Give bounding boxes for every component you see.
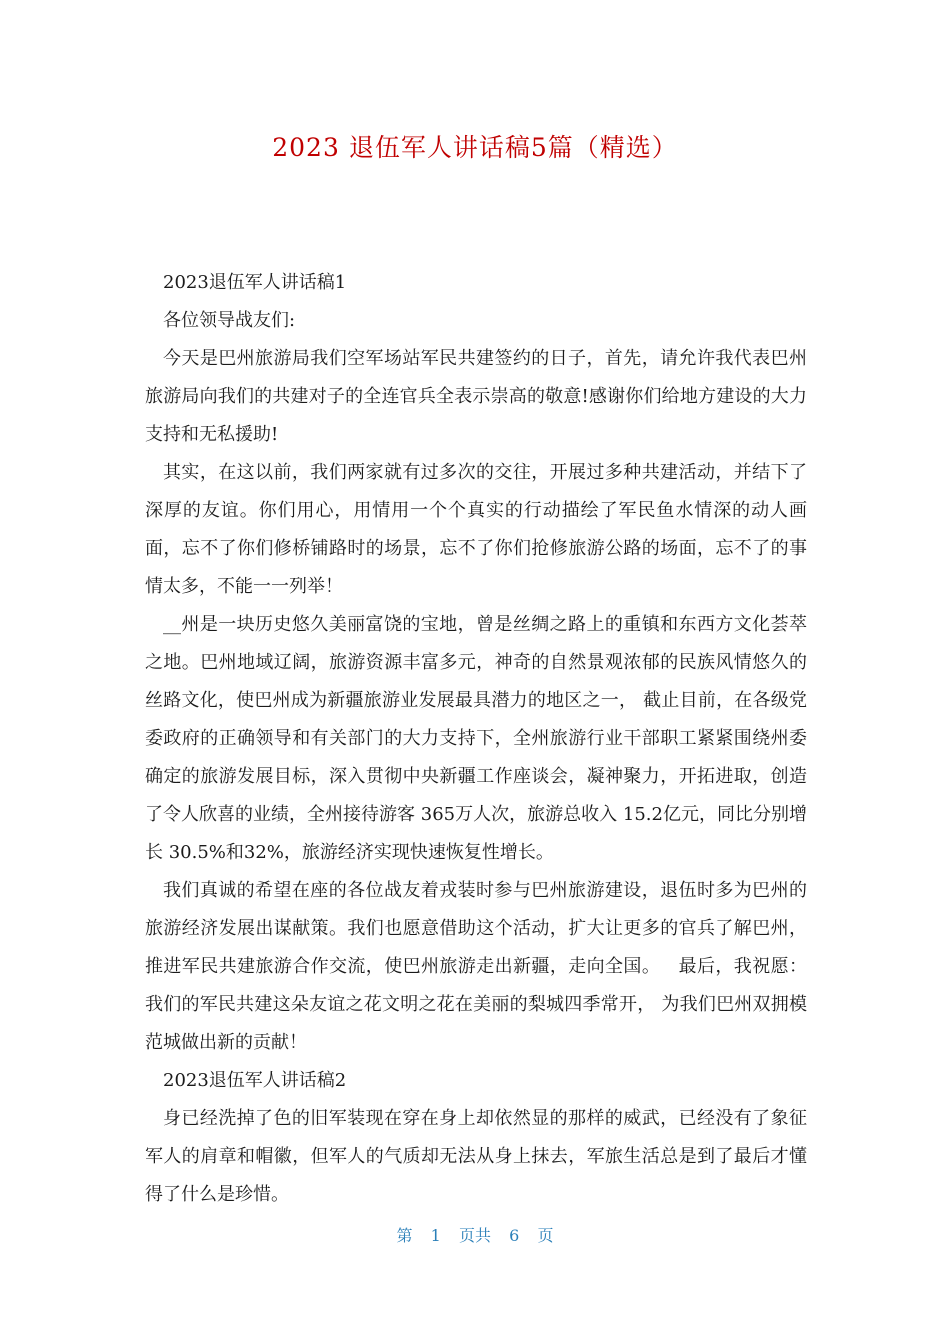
- section-heading-1: 2023退伍军人讲话稿1: [163, 272, 347, 293]
- section-heading-2: 2023退伍军人讲话稿2: [163, 1070, 347, 1091]
- page-footer: 第 1 页共 6 页: [396, 1226, 554, 1245]
- paragraph: 身已经洗掉了色的旧军装现在穿在身上却依然显的那样的威武，已经没有了象征军人的肩章和帽徽，但军人的气质却无法从身上抹去，军旅生活总是到了最后才懂得了什么是珍惜。: [145, 1108, 807, 1205]
- paragraph: 我们真诚的希望在座的各位战友着戎装时参与巴州旅游建设，退伍时多为巴州的旅游经济发展出谋献策。我们也愿意借助这个活动，扩大让更多的官兵了解巴州，推进军民共建旅游合作交流，使巴州旅游走出新疆，走向全国。 最后，我祝愿：我们的军民共建这朵友谊之花文明之花在美丽的梨城四季常开， 为我们巴州双拥模范城做出新的贡献！: [145, 880, 807, 1053]
- paragraph: 其实，在这以前，我们两家就有过多次的交往，开展过多种共建活动，并结下了深厚的友谊。你们用心，用情用一个个真实的行动描绘了军民鱼水情深的动人画面，忘不了你们修桥铺路时的场景，忘不了你们抢修旅游公路的场面，忘不了的事情太多，不能一一列举！: [145, 462, 807, 597]
- paragraph: 今天是巴州旅游局我们空军场站军民共建签约的日子，首先，请允许我代表巴州旅游局向我们的共建对子的全连官兵全表示崇高的敬意!感谢你们给地方建设的大力支持和无私援助!: [145, 348, 807, 445]
- document-title: 2023 退伍军人讲话稿5篇（精选）: [272, 133, 678, 162]
- paragraph: __州是一块历史悠久美丽富饶的宝地，曾是丝绸之路上的重镇和东西方文化荟萃之地。巴州地域辽阔，旅游资源丰富多元，神奇的自然景观浓郁的民族风情悠久的丝路文化，使巴州成为新疆旅游业发展最具潜力的地区之一， 截止目前，在各级党委政府的正确领导和有关部门的大力支持下，全州旅游行业干部职工紧紧围绕州委确定的旅游发展目标，深入贯彻中央新疆工作座谈会，凝神聚力，开拓进取，创造了令人欣喜的业绩，全州接待游客 365万人次，旅游总收入 15.2亿元，同比分别增长 30.5%和32%，旅游经济实现快速恢复性增长。: [145, 614, 807, 863]
- document-body: [145, 264, 807, 1214]
- salutation: 各位领导战友们:: [163, 310, 296, 331]
